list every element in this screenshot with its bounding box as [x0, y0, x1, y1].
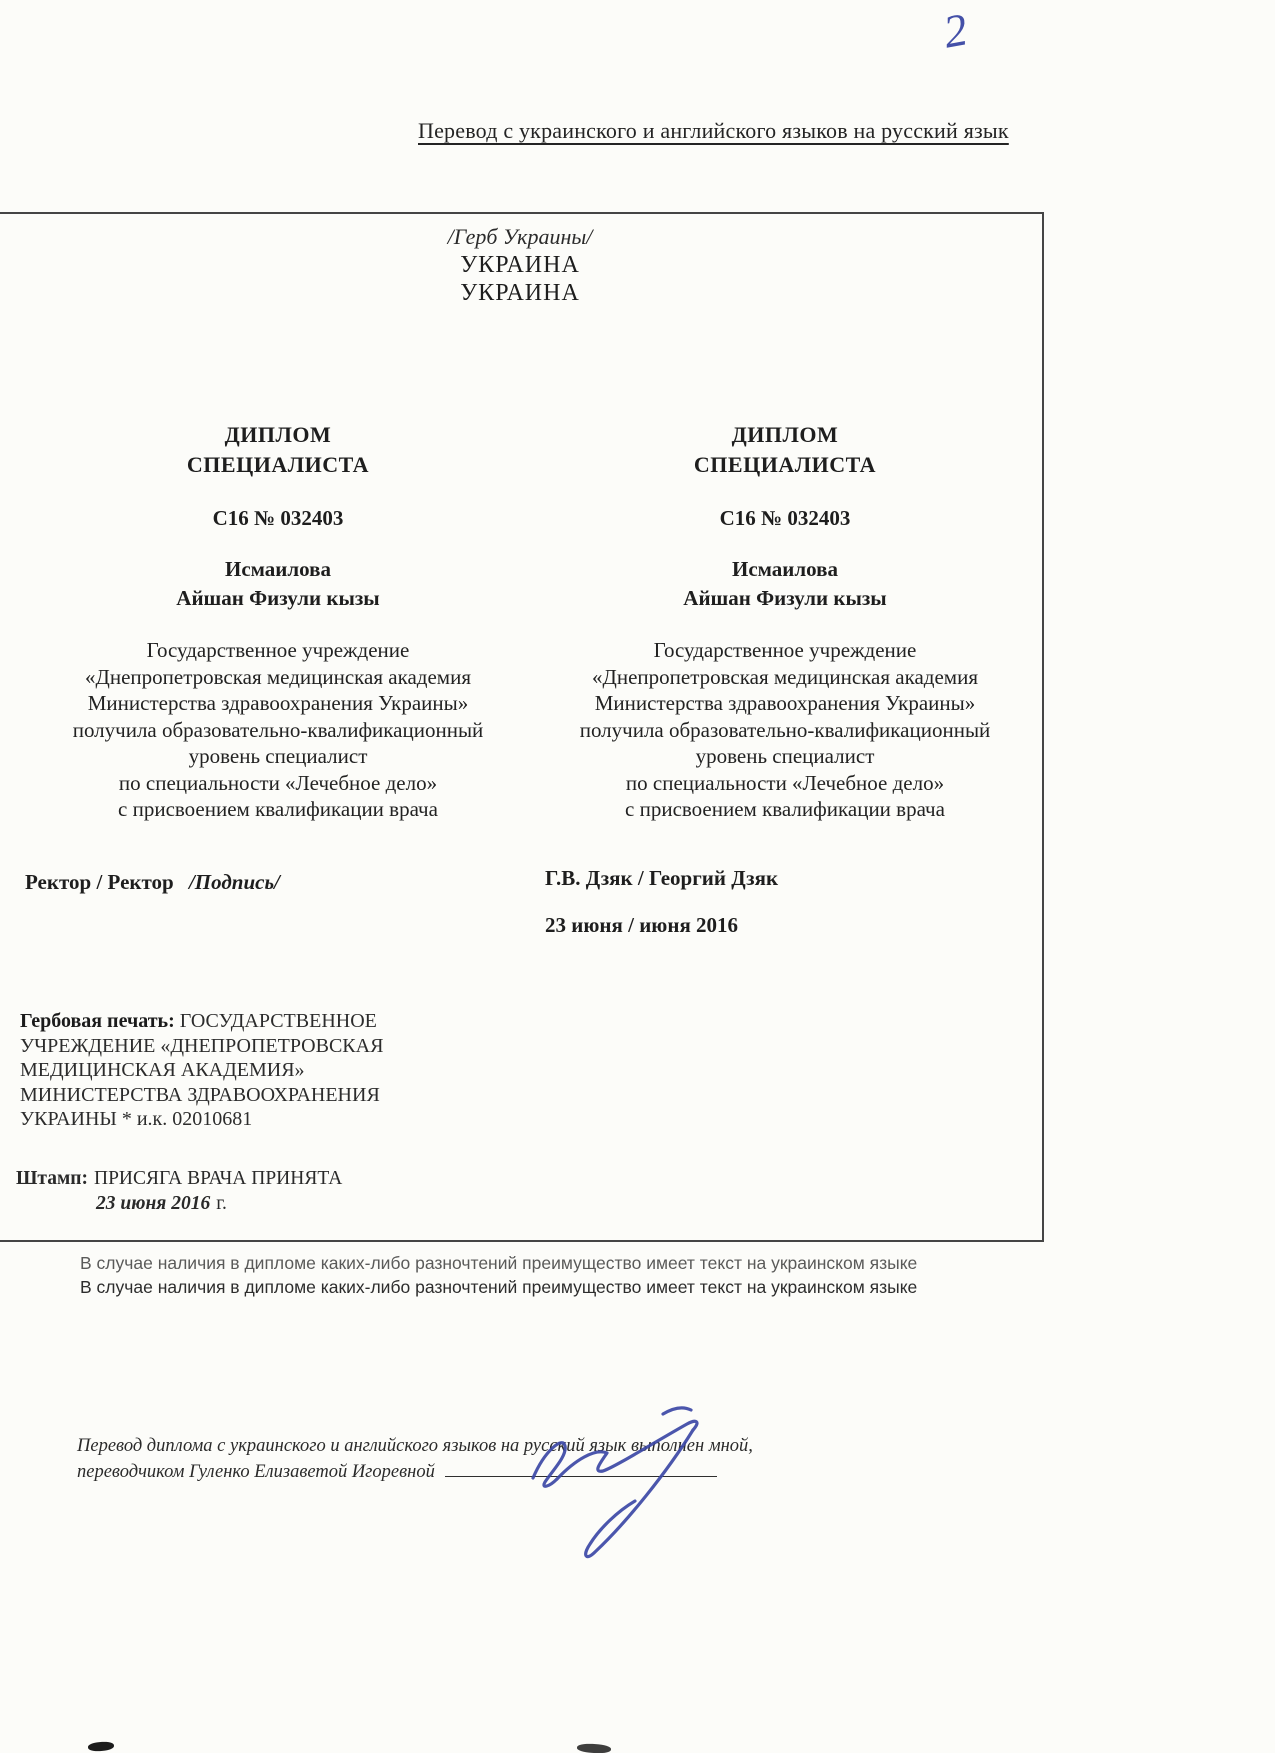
scan-artifact — [577, 1743, 611, 1753]
translator-signature-ink-icon — [515, 1398, 730, 1566]
body-line: уровень специалист — [695, 744, 875, 768]
diploma-holder-name — [52, 555, 504, 613]
holder-surname: Исмаилова — [224, 557, 331, 581]
stamp-date-line — [16, 1191, 342, 1216]
official-seal-note — [20, 1009, 432, 1132]
holder-given-names: Айшан Физули кызы — [176, 586, 380, 610]
body-line: «Днепропетровская медицинская академия — [592, 664, 978, 689]
emblem-note: /Герб Украины/ — [447, 224, 593, 249]
rector-name-line: Г.В. Дзяк / Георгий Дзяк — [545, 865, 779, 890]
body-line: получила образовательно-квалификационный — [579, 717, 991, 742]
body-line: «Днепропетровская медицинская академия — [85, 664, 471, 689]
stamp-label: Штамп: — [16, 1168, 88, 1189]
signature-placeholder-note: /Подпись/ — [188, 869, 280, 894]
body-line: Министерства здравоохранения Украины» — [594, 691, 976, 715]
body-line: с присвоением квалификации врача — [625, 797, 945, 821]
translation-header: Перевод с украинского и английского языков на русский язык — [418, 118, 1009, 143]
seal-label: Гербовая печать: — [20, 1010, 175, 1032]
stamp-date-suffix: г. — [216, 1193, 227, 1214]
handwritten-page-number: 2 — [939, 3, 972, 58]
body-line: Государственное учреждение — [653, 638, 917, 662]
stamp-text-line — [16, 1166, 342, 1191]
diploma-column-left — [25, 420, 504, 895]
document-frame — [0, 212, 1044, 1242]
diploma-title-line1: ДИПЛОМ — [731, 422, 839, 447]
diploma-title — [559, 420, 1011, 480]
diploma-series-number: С16 № 032403 — [212, 506, 344, 530]
body-line: по специальности «Лечебное дело» — [118, 770, 438, 795]
translator-statement-line1: Перевод диплома с украинского и английского языков на русский язык выполнен мной, — [77, 1436, 753, 1456]
body-line: Министерства здравоохранения Украины» — [87, 691, 469, 715]
discrepancy-footnotes — [80, 1252, 1140, 1299]
scan-artifact — [88, 1741, 115, 1752]
country-name-line1: УКРАИНА — [460, 252, 580, 278]
diploma-title-line2: СПЕЦИАЛИСТА — [186, 452, 370, 477]
translator-name-text: переводчиком Гуленко Елизаветой Игоревной — [77, 1462, 435, 1482]
stamp-date: 23 июня 2016 — [96, 1193, 211, 1214]
stamp-note — [16, 1166, 342, 1216]
diploma-title-line1: ДИПЛОМ — [224, 422, 332, 447]
discrepancy-note-2: В случае наличия в дипломе каких-либо разночтений преимущество имеет текст на украинском языке — [80, 1276, 918, 1297]
diploma-body-text — [559, 637, 1011, 823]
rector-label: Ректор / Ректор — [25, 869, 174, 894]
body-line: с присвоением квалификации врача — [118, 797, 438, 821]
diploma-series-number: С16 № 032403 — [719, 506, 851, 530]
diploma-title-line2: СПЕЦИАЛИСТА — [693, 452, 877, 477]
body-line: получила образовательно-квалификационный — [72, 717, 484, 742]
stamp-text: ПРИСЯГА ВРАЧА ПРИНЯТА — [94, 1168, 343, 1189]
body-line: по специальности «Лечебное дело» — [625, 770, 945, 795]
issue-date-line: 23 июня / июня 2016 — [545, 912, 739, 937]
seal-text: ГОСУДАРСТВЕННОЕ УЧРЕЖДЕНИЕ «ДНЕПРОПЕТРОВСКАЯ МЕДИЦИНСКАЯ АКАДЕМИЯ» МИНИСТЕРСТВА ЗДРАВООХРАНЕНИЯ УКРАИНЫ * и.к. 02010681 — [20, 1010, 384, 1131]
diploma-column-right — [545, 420, 1011, 938]
body-line: уровень специалист — [188, 744, 368, 768]
holder-given-names: Айшан Физули кызы — [683, 586, 887, 610]
holder-surname: Исмаилова — [731, 557, 838, 581]
body-line: Государственное учреждение — [146, 638, 410, 662]
rector-signature-line — [25, 870, 504, 895]
country-name-line2: УКРАИНА — [460, 280, 580, 306]
diploma-title — [52, 420, 504, 480]
diploma-holder-name — [559, 555, 1011, 613]
diploma-body-text — [52, 637, 504, 823]
discrepancy-note-1: В случае наличия в дипломе каких-либо разночтений преимущество имеет текст на украинском языке — [80, 1253, 918, 1273]
